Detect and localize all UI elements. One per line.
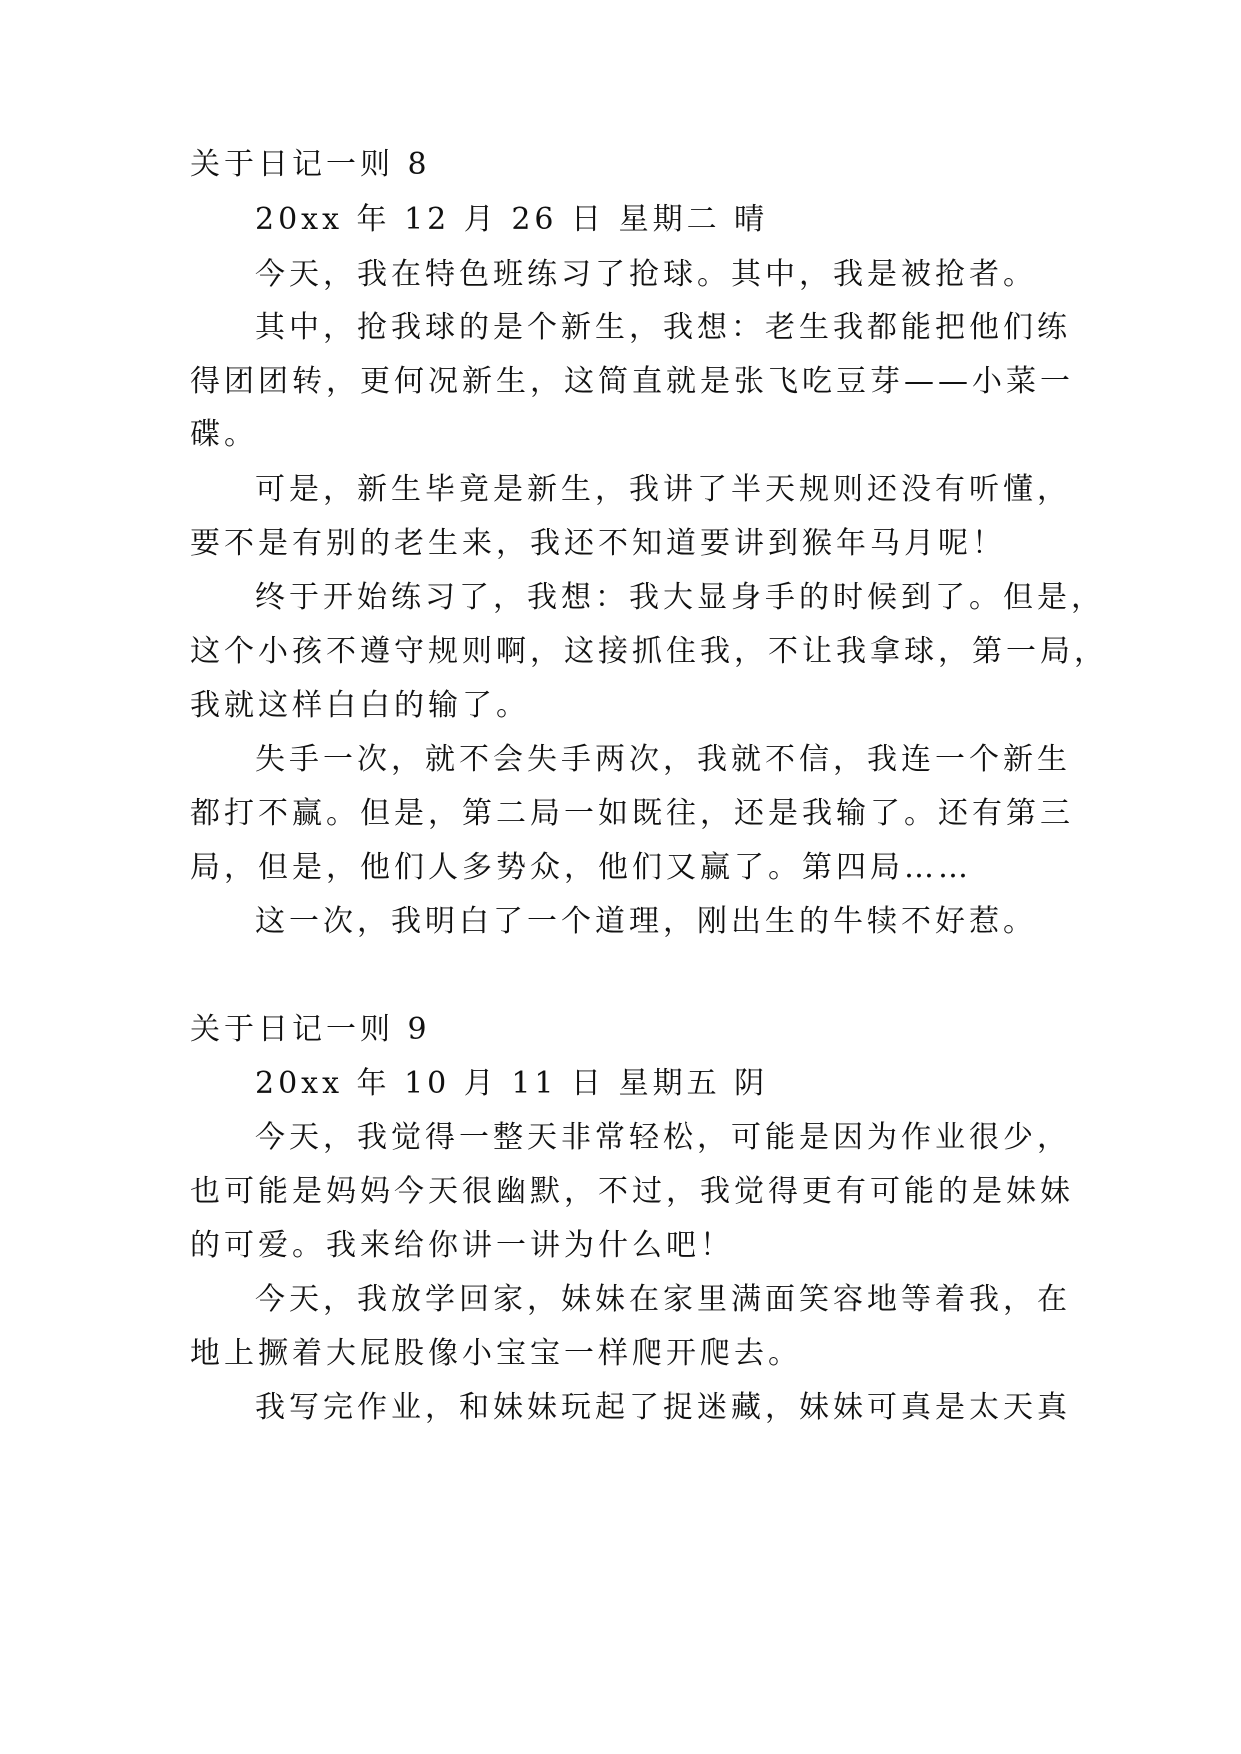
paragraph-line: 要不是有别的老生来，我还不知道要讲到猴年马月呢！ <box>190 526 1006 561</box>
paragraph-line: 其中，抢我球的是个新生，我想：老生我都能把他们练 <box>255 310 1071 345</box>
paragraph-line: 可是，新生毕竟是新生，我讲了半天规则还没有听懂， <box>255 472 1071 507</box>
paragraph-line: 得团团转，更何况新生，这简直就是张飞吃豆芽——小菜一 <box>190 364 1074 399</box>
paragraph-line: 今天，我放学回家，妹妹在家里满面笑容地等着我，在 <box>255 1282 1071 1317</box>
paragraph-line: 今天，我觉得一整天非常轻松，可能是因为作业很少， <box>255 1120 1071 1155</box>
paragraph-line: 这个小孩不遵守规则啊，这接抓住我，不让我拿球，第一局， <box>190 634 1108 669</box>
paragraph-line: 碟。 <box>190 417 258 452</box>
paragraph-line: 局，但是，他们人多势众，他们又赢了。第四局…… <box>190 850 972 885</box>
paragraph-line: 的可爱。我来给你讲一讲为什么吧！ <box>190 1228 734 1263</box>
paragraph-line: 这一次，我明白了一个道理，刚出生的牛犊不好惹。 <box>255 904 1037 939</box>
paragraph-line: 都打不赢。但是，第二局一如既往，还是我输了。还有第三 <box>190 796 1074 831</box>
entry-title: 关于日记一则 8 <box>190 147 431 182</box>
paragraph-line: 地上撅着大屁股像小宝宝一样爬开爬去。 <box>190 1336 802 1371</box>
paragraph-line: 我写完作业，和妹妹玩起了捉迷藏，妹妹可真是太天真 <box>255 1390 1071 1425</box>
paragraph-line: 今天，我在特色班练习了抢球。其中，我是被抢者。 <box>255 257 1037 292</box>
entry-date: 20xx 年 12 月 26 日 星期二 晴 <box>255 202 769 237</box>
entry-date: 20xx 年 10 月 11 日 星期五 阴 <box>255 1066 769 1101</box>
paragraph-line: 也可能是妈妈今天很幽默，不过，我觉得更有可能的是妹妹 <box>190 1174 1074 1209</box>
paragraph-line: 终于开始练习了，我想：我大显身手的时候到了。但是， <box>255 580 1105 615</box>
paragraph-line: 失手一次，就不会失手两次，我就不信，我连一个新生 <box>255 742 1071 777</box>
entry-title: 关于日记一则 9 <box>190 1012 431 1047</box>
paragraph-line: 我就这样白白的输了。 <box>190 688 530 723</box>
